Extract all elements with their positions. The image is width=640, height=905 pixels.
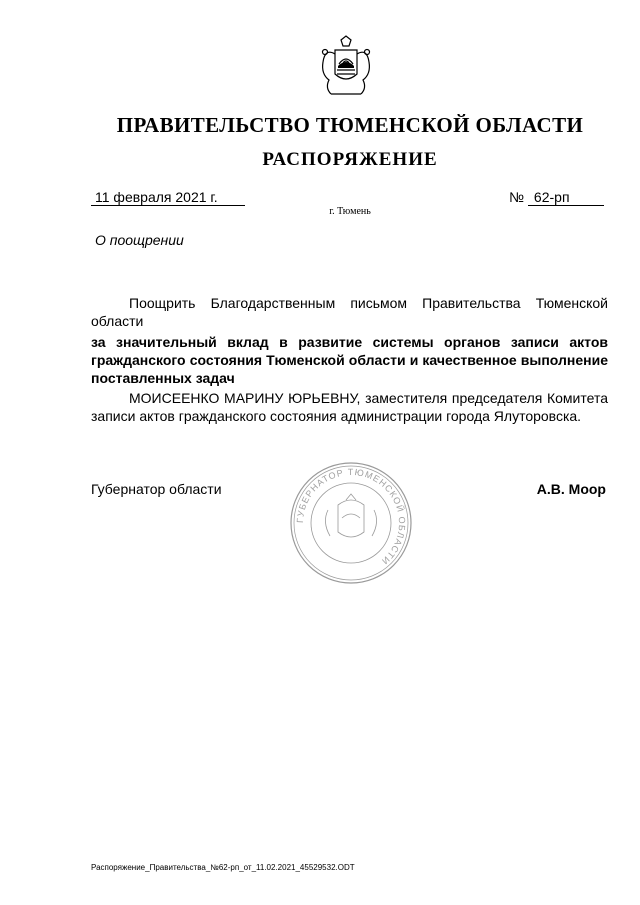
paragraph-award: Поощрить Благодарственным письмом Правительства Тюменской области xyxy=(91,295,608,329)
document-date: 11 февраля 2021 г. xyxy=(91,189,245,206)
city-label: г. Тюмень xyxy=(329,206,371,217)
organization-title: ПРАВИТЕЛЬСТВО ТЮМЕНСКОЙ ОБЛАСТИ xyxy=(116,113,584,137)
tyumen-coat-of-arms-icon xyxy=(311,34,381,104)
number-sign: № xyxy=(509,189,525,205)
paragraph-recipient: МОИСЕЕНКО МАРИНУ ЮРЬЕВНУ, заместителя председателя Комитета записи актов гражданского состояния администрации города Ялуторовска. xyxy=(91,390,608,424)
paragraph-reason: за значительный вклад в развитие системы органов записи актов гражданского состояния Тюменской области и качественное выполнение поставленных задач xyxy=(91,334,608,386)
signatory-title: Губернатор области xyxy=(91,481,222,497)
footer-filename: Распоряжение_Правительства_№62-рп_от_11.02.2021_45529532.ODT xyxy=(91,863,355,872)
signatory-name: А.В. Моор xyxy=(536,481,606,497)
document-number xyxy=(509,189,604,206)
document-subject: О поощрении xyxy=(95,232,184,248)
document-type-title: РАСПОРЯЖЕНИЕ xyxy=(262,149,438,170)
seal-text: ГУБЕРНАТОР ТЮМЕНСКОЙ ОБЛАСТИ xyxy=(294,466,408,567)
official-seal-icon xyxy=(288,460,414,586)
number-value: 62-рп xyxy=(528,189,604,206)
